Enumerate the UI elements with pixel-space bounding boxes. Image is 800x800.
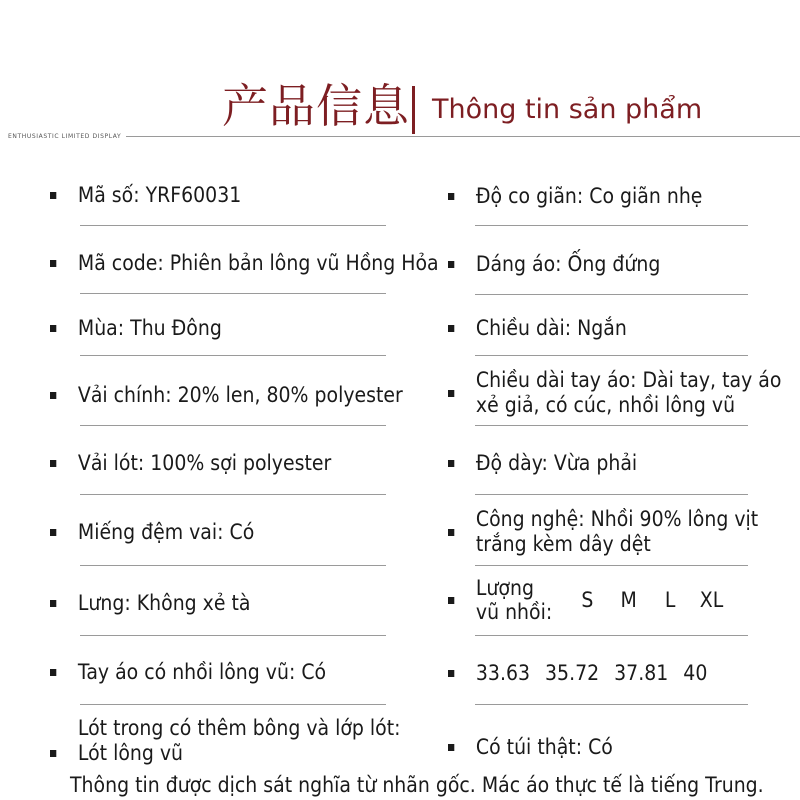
fill-value-l: 37.81 (614, 661, 669, 685)
spec-text-line1: Chiều dài tay áo: Dài tay, tay áo (475, 368, 782, 392)
row-divider (80, 494, 386, 495)
row-divider (80, 635, 386, 636)
spec-text: Miếng đệm vai: Có (77, 520, 255, 544)
bullet-icon (50, 750, 56, 757)
bullet-icon (448, 390, 454, 397)
bullet-icon (50, 669, 56, 676)
row-divider (475, 294, 748, 295)
row-divider (80, 293, 386, 294)
bullet-icon (448, 193, 454, 200)
fill-value-s: 33.63 (475, 661, 531, 685)
spec-text-line2: trắng kèm dây dệt (475, 532, 651, 556)
page-title-vietnamese: Thông tin sản phẩm (432, 94, 703, 125)
spec-item-length (448, 316, 627, 341)
page-title-chinese: 产品信息 (222, 79, 410, 133)
bullet-icon (50, 392, 56, 399)
tagline: ENTHUSIASTIC LIMITED DISPLAY (8, 133, 122, 140)
row-divider (80, 225, 386, 226)
footer-note: Thông tin được dịch sát nghĩa từ nhãn gốc. Mác áo thực tế là tiếng Trung. (70, 773, 764, 797)
spec-item-shoulder-pad (50, 520, 254, 545)
spec-text: Chiều dài: Ngắn (475, 316, 627, 340)
fill-value-xl: 40 (683, 661, 708, 685)
bullet-icon (448, 529, 454, 536)
bullet-icon (50, 529, 56, 536)
spec-item-fit (448, 252, 660, 277)
size-s: S (581, 587, 594, 612)
spec-text-line1: Công nghệ: Nhồi 90% lông vịt (475, 507, 759, 531)
spec-text: Mã số: YRF60031 (77, 183, 242, 207)
spec-text: Tay áo có nhồi lông vũ: Có (77, 660, 327, 684)
row-divider (80, 425, 386, 426)
row-divider (80, 565, 386, 566)
fill-amount-sizes (448, 576, 732, 624)
spec-text: Độ co giãn: Co giãn nhẹ (475, 184, 703, 208)
page-header (0, 78, 800, 138)
header-divider (126, 136, 800, 137)
spec-text: Độ dày: Vừa phải (475, 451, 638, 475)
spec-item-sleeve-filling (50, 660, 326, 685)
spec-text: Mã code: Phiên bản lông vũ Hồng Hỏa (77, 251, 439, 275)
spec-item-pocket (448, 735, 613, 760)
fill-label-line2: vũ nhồi: (475, 600, 553, 624)
row-divider (80, 704, 386, 705)
row-divider (475, 565, 748, 566)
spec-text: Vải lót: 100% sợi polyester (77, 451, 332, 475)
bullet-icon (448, 325, 454, 332)
fill-amount-values (448, 661, 716, 686)
spec-item-main-fabric (50, 383, 403, 408)
spec-text-line2: Lót lông vũ (77, 741, 184, 765)
row-divider (475, 635, 748, 636)
spec-item-stretch (448, 184, 702, 209)
spec-text: Dáng áo: Ống đứng (475, 252, 661, 276)
bullet-icon (50, 600, 56, 607)
bullet-icon (448, 744, 454, 751)
spec-item-technology (448, 507, 758, 557)
spec-item-version (50, 251, 439, 276)
bullet-icon (448, 597, 454, 604)
spec-item-thickness (448, 451, 637, 476)
spec-text-line2: xẻ giả, có cúc, nhồi lông vũ (475, 393, 736, 417)
size-m: M (620, 587, 637, 612)
fill-label-line1: Lượng (475, 576, 534, 600)
bullet-icon (448, 670, 454, 677)
spec-text: Có túi thật: Có (475, 735, 613, 759)
row-divider (475, 355, 748, 356)
fill-value-m: 35.72 (545, 661, 600, 685)
bullet-icon (50, 260, 56, 267)
spec-item-lining (50, 451, 331, 476)
spec-item-inner-lining (50, 716, 401, 766)
bullet-icon (448, 261, 454, 268)
row-divider (475, 704, 748, 705)
spec-text: Lưng: Không xẻ tà (77, 591, 251, 615)
bullet-icon (448, 460, 454, 467)
bullet-icon (50, 192, 56, 199)
title-separator (412, 86, 415, 134)
size-l: L (664, 587, 676, 612)
size-xl: XL (699, 587, 724, 612)
row-divider (80, 355, 386, 356)
bullet-icon (50, 325, 56, 332)
spec-item-back (50, 591, 251, 616)
bullet-icon (50, 460, 56, 467)
spec-text-line1: Lót trong có thêm bông và lớp lót: (77, 716, 401, 740)
spec-item-sleeve-length (448, 368, 781, 418)
row-divider (475, 425, 748, 426)
spec-text: Vải chính: 20% len, 80% polyester (77, 383, 403, 407)
row-divider (475, 494, 748, 495)
spec-item-code (50, 183, 241, 208)
spec-item-season (50, 316, 222, 341)
spec-text: Mùa: Thu Đông (77, 316, 222, 340)
row-divider (475, 225, 748, 226)
